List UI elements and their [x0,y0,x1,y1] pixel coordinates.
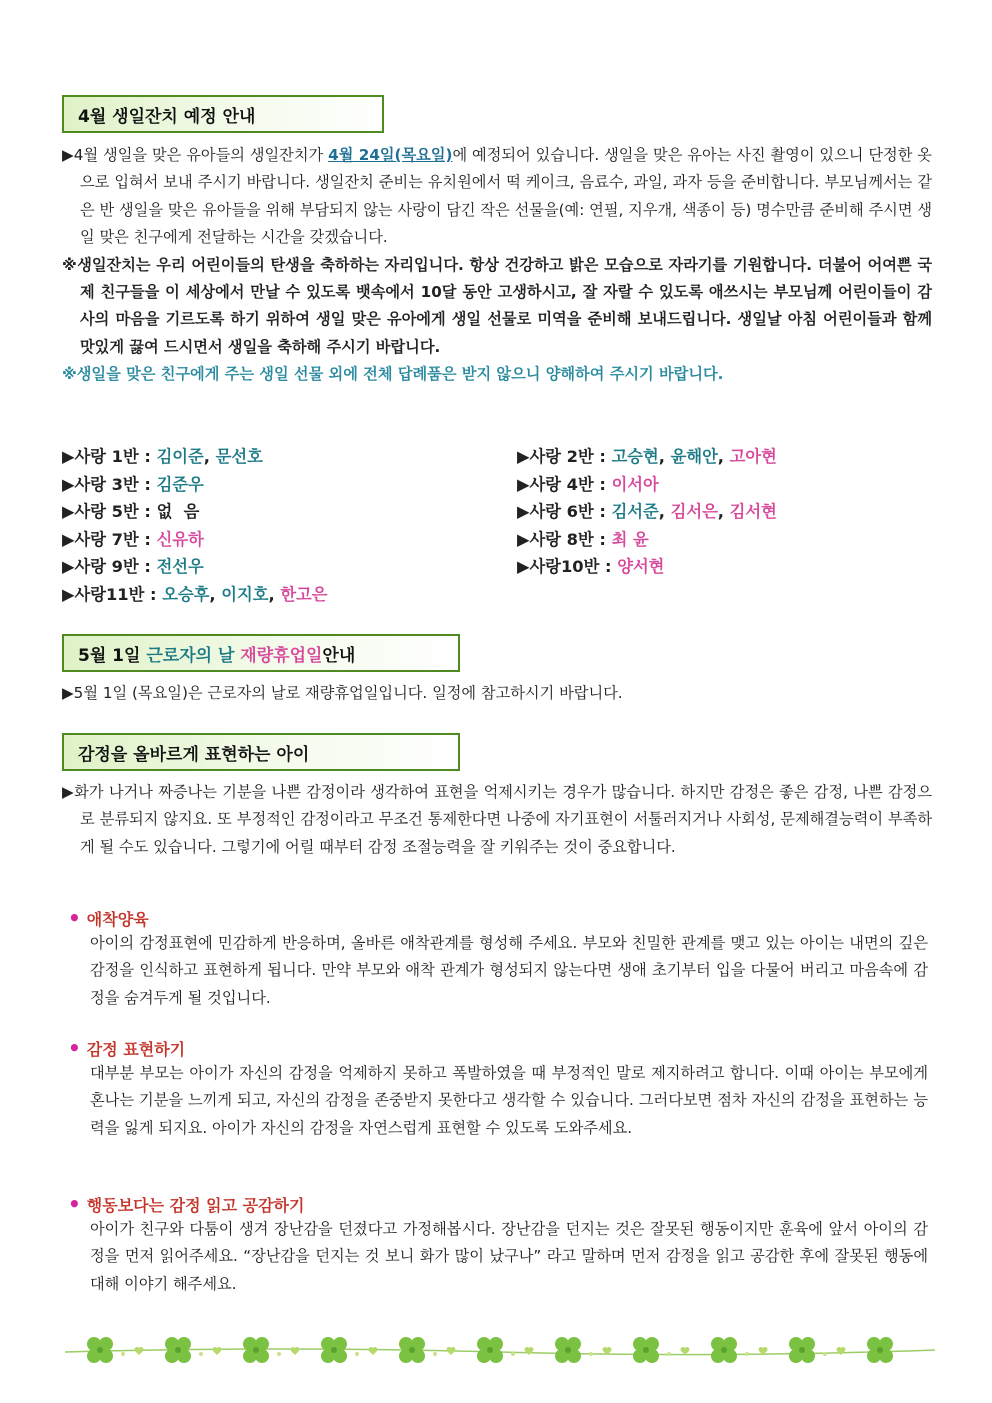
class-row [62,498,199,522]
clover-icon [477,1337,503,1363]
item-title [68,906,928,930]
bullet-icon: • [68,1036,81,1060]
child-name: 고아현 [729,447,777,466]
class-label: ▶사랑 9반 : [62,557,157,576]
emotion-item-attachment [68,906,928,1012]
child-name: 김준우 [156,474,204,494]
clover-icon [243,1337,269,1363]
item-title-text: 감정 표현하기 [86,1040,186,1059]
item-title [68,1036,928,1060]
class-row [517,443,777,467]
child-name: 한고은 [280,584,328,604]
section-title: 4월 생일잔치 예정 안내 [78,106,256,127]
child-name: 이서아 [611,474,659,494]
child-name: 문선호 [215,447,263,466]
emotion-item-expression [68,1036,928,1142]
child-name: 김서은 [670,502,718,521]
birthday-text-2: ※생일잔치는 우리 어린이들의 탄생을 축하하는 자리입니다. 항상 건강하고 밝은 모습으로 자라기를 기원합니다. 더불어 어여쁜 국제 친구들을 이 세상에서 만날 수 있도록 뱃속에서 10달 동안 고생하시고, 잘 자랄 수 있도록 애쓰시는 부모님께 어린이들이 감사의 마음을 기르도록 하기 위하여 생일 맞은 유아에게 생일 선물로 미역을 준비해 보내드립니다. 생일날 아침 어린이들과 함께 맛있게 끓여 드시면서 생일을 축하해 주시기 바랍니다. [62,255,932,356]
separator: , [203,447,216,466]
heart-icon [837,1347,846,1355]
clover-icon [789,1337,815,1363]
child-name: 고승현 [611,447,659,466]
heart-icon [368,1347,377,1355]
dot-icon [277,1352,281,1356]
class-row [62,471,204,495]
item-body: 아이의 감정표현에 민감하게 반응하며, 올바른 애착관계를 형성해 주세요. 부모와 친밀한 관계를 맺고 있는 아이는 내면의 깊은 감정을 인식하고 표현하게 됩니다. 만약 부모와 애착 관계가 형성되지 않는다면 생애 초기부터 입을 다물어 버리고 마음속에 감정을 숨겨두게 될 것입니다. [90,934,928,1007]
class-row [62,553,204,577]
class-row [62,581,328,605]
dot-icon [511,1352,515,1356]
child-name: 김서현 [729,502,777,521]
class-label: ▶사랑 3반 : [62,474,157,494]
section-header-holiday [62,634,460,672]
text-fragment: 에 예정되어 있습니다. 생일을 맞은 유아는 사진 촬영이 있으니 단정한 옷으로 입혀서 보내 주시기 바랍니다. 생일잔치 준비는 유치원에서 떡 케이크, 음료수, 과일, 과자 등을 준비합니다. 부모님께서는 같은 반 생일을 맞은 유아들을 위해 부담되지 않는 사랑이 담긴 작은 선물을(예: 연필, 지우개, 색종이 등) 명수만큼 준비해 주시면 생일 맞은 친구에게 전달하는 시간을 갖겠습니다. [80,146,932,247]
item-body: 대부분 부모는 아이가 자신의 감정을 억제하지 못하고 폭발하였을 때 부정적인 말로 제지하려고 합니다. 이때 아이는 부모에게 혼나는 기분을 느끼게 되고, 자신의 감정을 존중받지 못한다고 생각할 수 있습니다. 그러다보면 점차 자신의 감정을 표현하는 능력을 잃게 되지요. 아이가 자신의 감정을 자연스럽게 표현할 수 있도록 도와주세요. [90,1064,928,1137]
child-name: 전선우 [156,557,204,576]
clover-border-decoration [60,1330,940,1370]
dot-icon [667,1352,671,1356]
clover-icon [867,1337,893,1363]
holiday-paragraph [62,680,932,707]
child-name: 김이준 [156,447,204,466]
class-label: ▶사랑 2반 : [517,447,612,466]
dot-icon [823,1352,827,1356]
child-name: 윤해안 [670,447,718,466]
class-row [62,443,263,467]
birthday-paragraph [62,142,932,389]
section-title: 감정을 올바르게 표현하는 아이 [78,744,310,765]
dot-icon [745,1352,749,1356]
class-label: ▶사랑 4반 : [517,474,612,494]
dot-icon [433,1352,437,1356]
separator: , [717,502,730,521]
class-label: ▶사랑 5반 : [62,502,157,521]
clover-icon [87,1337,113,1363]
child-name: 이지호 [221,584,269,604]
dot-icon [589,1352,593,1356]
class-label: ▶사랑 6반 : [517,502,612,521]
separator: 없 음 [156,502,200,521]
heart-icon [213,1347,222,1355]
dot-icon [355,1352,359,1356]
separator: , [717,447,730,466]
heart-icon [446,1347,455,1355]
heart-icon [291,1347,300,1355]
class-row [517,553,664,577]
dot-icon [121,1352,125,1356]
class-label: ▶사랑11반 : [62,584,163,604]
clover-icon [555,1337,581,1363]
item-title-text: 애착양육 [86,910,149,929]
title-part: 안내 [322,645,356,666]
child-name: 최 윤 [611,529,649,549]
heart-icon [681,1347,690,1355]
section-header-emotion [62,733,460,771]
holiday-text: ▶5월 1일 (목요일)은 근로자의 날로 재량휴업일입니다. 일정에 참고하시기 바랍니다. [62,684,623,702]
birthday-text-1 [62,142,932,252]
item-body: 아이가 친구와 다툼이 생겨 장난감을 던졌다고 가정해봅시다. 장난감을 던지는 것은 잘못된 행동이지만 훈육에 앞서 아이의 감정을 먼저 읽어주세요. “장난감을 던지는 것 보니 화가 많이 났구나” 라고 말하며 먼저 감정을 읽고 공감한 후에 잘못된 행동에 대해 이야기 해주세요. [90,1220,928,1293]
clover-icon [321,1337,347,1363]
bullet-icon: • [68,1192,81,1216]
emotion-item-empathy [68,1192,928,1298]
item-title-text: 행동보다는 감정 읽고 공감하기 [86,1196,305,1215]
child-name: 오승후 [162,584,210,604]
separator: , [658,502,671,521]
dot-icon [199,1352,203,1356]
child-name: 양서현 [617,557,665,576]
class-label: ▶사랑10반 : [517,557,618,576]
clover-icon [399,1337,425,1363]
clover-icon [633,1337,659,1363]
separator: , [209,584,222,604]
clover-icon [165,1337,191,1363]
title-part: 5월 1일 [78,645,141,666]
child-name: 신유하 [156,529,204,549]
class-row [62,526,204,550]
birthday-date: 4월 24일(목요일) [328,146,453,164]
title-part-labor-day: 근로자의 날 [146,645,235,666]
heart-icon [525,1347,534,1355]
class-label: ▶사랑 7반 : [62,529,157,549]
birthday-notice: ※생일을 맞은 친구에게 주는 생일 선물 외에 전체 답례품은 받지 않으니 양해하여 주시기 바랍니다. [62,365,724,384]
heart-icon [135,1347,144,1355]
item-title [68,1192,928,1216]
emotion-intro [62,779,932,861]
clover-icon [711,1337,737,1363]
separator: , [658,447,671,466]
class-row [517,471,659,495]
emotion-intro-text: ▶화가 나거나 짜증나는 기분을 나쁜 감정이라 생각하여 표현을 억제시키는 경우가 많습니다. 하지만 감정은 좋은 감정, 나쁜 감정으로 분류되지 않지요. 또 부정적인 감정이라고 무조건 통제한다면 나중에 자기표현이 서툴러지거나 사회성, 문제해결능력이 부족하게 될 수도 있습니다. 그렇기에 어릴 때부터 감정 조절능력을 잘 키워주는 것이 중요합니다. [62,783,932,856]
bullet-icon: • [68,906,81,930]
class-label: ▶사랑 8반 : [517,529,612,549]
text-fragment: ▶4월 생일을 맞은 유아들의 생일잔치가 [62,146,329,164]
class-label: ▶사랑 1반 : [62,447,157,466]
separator: , [268,584,281,604]
class-row [517,498,777,522]
child-name: 김서준 [611,502,659,521]
section-header-birthday [62,95,384,133]
title-part-holiday: 재량휴업일 [240,645,323,666]
class-row [517,526,649,550]
